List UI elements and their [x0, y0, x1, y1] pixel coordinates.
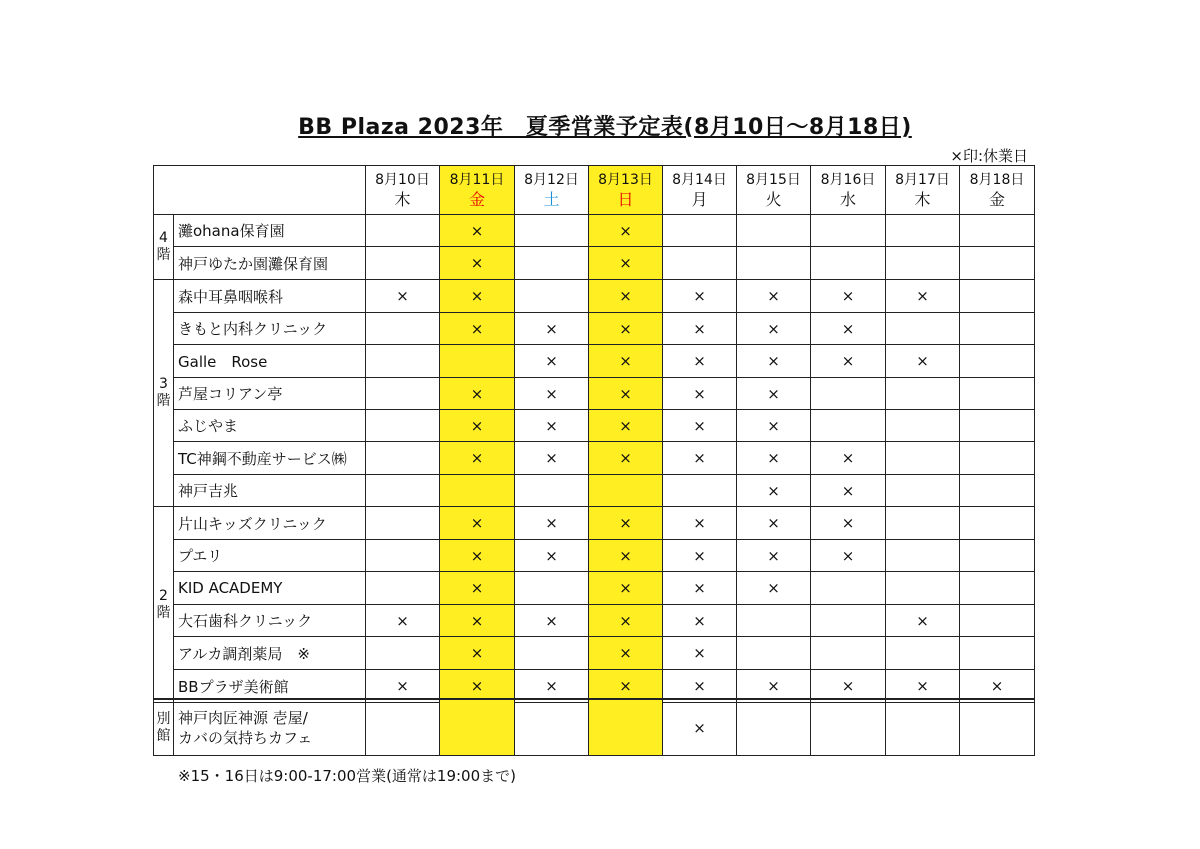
closed-mark-cell [366, 313, 440, 345]
closed-mark-cell [811, 410, 886, 442]
closed-mark-cell: × [589, 410, 663, 442]
closed-mark-cell [886, 572, 960, 605]
date-label: 8月18日 [969, 172, 1025, 188]
closed-mark-cell [366, 475, 440, 507]
closed-mark-cell: × [811, 670, 886, 703]
closed-mark-cell: × [366, 670, 440, 703]
closed-mark-cell: × [440, 670, 515, 703]
table-row [154, 378, 1035, 410]
closed-mark-cell [515, 699, 589, 756]
closed-mark-cell [366, 699, 440, 756]
weekday-label: 金 [988, 190, 1005, 209]
tenant-name: 大石歯科クリニック [174, 605, 366, 637]
floor-label-f2: 2階 [154, 507, 174, 703]
table-row [154, 475, 1035, 507]
closed-mark-cell: × [515, 345, 589, 378]
table-row [154, 313, 1035, 345]
closed-mark-cell [366, 442, 440, 475]
closed-mark-cell: × [663, 378, 737, 410]
tenant-name: ふじやま [174, 410, 366, 442]
closed-mark-cell: × [737, 670, 811, 703]
closed-mark-cell [663, 215, 737, 247]
weekday-label: 火 [765, 190, 782, 209]
closed-mark-cell [811, 572, 886, 605]
closed-mark-cell: × [663, 572, 737, 605]
closed-mark-cell: × [589, 605, 663, 637]
date-label: 8月15日 [746, 172, 801, 188]
header-blank-cell [154, 166, 366, 215]
closed-mark-cell: × [737, 475, 811, 507]
header-row [154, 166, 1035, 215]
closed-mark-cell [737, 605, 811, 637]
closed-mark-cell: × [663, 507, 737, 540]
closed-mark-cell: × [589, 313, 663, 345]
closed-mark-cell [886, 215, 960, 247]
date-label: 8月16日 [820, 172, 876, 188]
closed-mark-cell: × [515, 540, 589, 572]
date-label: 8月12日 [524, 172, 579, 188]
closed-mark-cell: × [440, 280, 515, 313]
closed-mark-cell [589, 475, 663, 507]
date-label: 8月17日 [895, 172, 950, 188]
closed-mark-cell [366, 540, 440, 572]
date-label: 8月11日 [449, 172, 505, 188]
weekday-label: 日 [617, 190, 634, 209]
tenant-name: Galle Rose [174, 345, 366, 378]
closed-mark-cell [811, 605, 886, 637]
floor-label-f4: 4階 [154, 215, 174, 280]
closed-mark-cell: × [737, 280, 811, 313]
weekday-label: 木 [914, 190, 931, 209]
closed-mark-cell [366, 345, 440, 378]
closed-mark-cell: × [589, 670, 663, 703]
tenant-name: 芦屋コリアン亭 [174, 378, 366, 410]
closed-mark-cell: × [811, 442, 886, 475]
closed-mark-cell [811, 637, 886, 670]
weekday-label: 水 [839, 190, 856, 209]
closed-mark-cell: × [440, 313, 515, 345]
table-row [154, 507, 1035, 540]
schedule-body [154, 215, 1035, 703]
annex-table [153, 698, 1035, 756]
table-row [154, 345, 1035, 378]
closed-mark-cell [960, 247, 1035, 280]
closed-mark-cell: × [515, 507, 589, 540]
tenant-name: アルカ調剤薬局 ※ [174, 637, 366, 670]
closed-mark-cell [663, 475, 737, 507]
tenant-name: 灘ohana保育園 [174, 215, 366, 247]
closed-mark-cell [886, 247, 960, 280]
closed-mark-cell: × [366, 605, 440, 637]
closed-mark-cell: × [663, 670, 737, 703]
closed-mark-cell: × [589, 572, 663, 605]
closed-mark-cell [515, 215, 589, 247]
closed-mark-cell: × [440, 410, 515, 442]
closed-mark-cell [960, 215, 1035, 247]
closed-mark-cell: × [886, 345, 960, 378]
closed-mark-cell [811, 378, 886, 410]
closed-mark-cell [960, 605, 1035, 637]
closed-mark-cell: × [663, 345, 737, 378]
floor-label-f3: 3階 [154, 280, 174, 507]
closed-mark-cell: × [663, 699, 737, 756]
closed-mark-cell [811, 247, 886, 280]
tenant-name: 神戸ゆたか園灘保育園 [174, 247, 366, 280]
closed-mark-cell: × [515, 313, 589, 345]
closed-mark-cell: × [440, 247, 515, 280]
closed-mark-cell [737, 247, 811, 280]
closed-mark-cell: × [663, 637, 737, 670]
tenant-name [174, 699, 366, 756]
closed-mark-cell [960, 475, 1035, 507]
header-day-2 [440, 166, 515, 215]
closed-mark-cell: × [737, 572, 811, 605]
closed-mark-cell: × [589, 442, 663, 475]
closed-mark-cell: × [886, 605, 960, 637]
weekday-label: 木 [394, 190, 411, 209]
closed-mark-cell [366, 378, 440, 410]
table-row [154, 637, 1035, 670]
closed-mark-cell: × [811, 313, 886, 345]
table-row [154, 410, 1035, 442]
closed-mark-cell: × [960, 670, 1035, 703]
closed-mark-cell [440, 699, 515, 756]
date-label: 8月13日 [598, 172, 653, 188]
closed-mark-cell: × [737, 345, 811, 378]
closed-mark-cell [886, 699, 960, 756]
table-row [154, 442, 1035, 475]
table-row [154, 572, 1035, 605]
closed-mark-cell [366, 215, 440, 247]
closed-mark-cell: × [811, 345, 886, 378]
date-label: 8月10日 [375, 172, 430, 188]
header-day-8 [886, 166, 960, 215]
closed-mark-cell: × [663, 442, 737, 475]
closed-mark-cell [886, 507, 960, 540]
header-day-7 [811, 166, 886, 215]
closed-mark-cell: × [811, 540, 886, 572]
closed-mark-cell: × [440, 442, 515, 475]
closed-mark-cell: × [663, 605, 737, 637]
closed-mark-cell [960, 280, 1035, 313]
tenant-name: KID ACADEMY [174, 572, 366, 605]
closed-mark-cell [960, 699, 1035, 756]
closed-mark-cell: × [663, 540, 737, 572]
closed-mark-cell: × [440, 605, 515, 637]
closed-mark-cell [515, 637, 589, 670]
closed-mark-cell [886, 442, 960, 475]
closed-mark-cell [960, 378, 1035, 410]
tenant-name: きもと内科クリニック [174, 313, 366, 345]
closed-mark-cell [589, 699, 663, 756]
closed-mark-cell [663, 247, 737, 280]
closed-mark-cell [960, 410, 1035, 442]
closed-mark-cell: × [515, 670, 589, 703]
closed-mark-cell: × [737, 313, 811, 345]
footnote: ※15・16日は9:00-17:00営業(通常は19:00まで) [178, 767, 516, 785]
weekday-label: 月 [691, 190, 708, 209]
tenant-name: 森中耳鼻咽喉科 [174, 280, 366, 313]
closed-mark-cell: × [663, 280, 737, 313]
closed-mark-cell: × [589, 247, 663, 280]
closed-mark-cell [440, 475, 515, 507]
table-row [154, 280, 1035, 313]
tenant-name: BBプラザ美術館 [174, 670, 366, 703]
closed-mark-cell: × [515, 378, 589, 410]
table-row [154, 247, 1035, 280]
closed-mark-cell: × [811, 507, 886, 540]
closed-mark-cell [440, 345, 515, 378]
header-day-9 [960, 166, 1035, 215]
tenant-name-line: カバの気持ちカフェ [178, 728, 313, 747]
tenant-name: 片山キッズクリニック [174, 507, 366, 540]
floor-label-annex: 別館 [154, 699, 174, 756]
page-title: BB Plaza 2023年 夏季営業予定表(8月10日～8月18日) [298, 115, 912, 140]
closed-mark-cell [366, 572, 440, 605]
closed-mark-cell: × [886, 670, 960, 703]
closed-mark-cell: × [515, 442, 589, 475]
tenant-name: TC神鋼不動産サービス㈱ [174, 442, 366, 475]
closed-mark-cell [366, 247, 440, 280]
closed-mark-cell [811, 215, 886, 247]
closed-mark-cell: × [589, 345, 663, 378]
closed-mark-cell [886, 637, 960, 670]
header-day-6 [737, 166, 811, 215]
closed-mark-cell: × [737, 540, 811, 572]
closed-mark-cell: × [663, 313, 737, 345]
closed-mark-cell: × [737, 442, 811, 475]
table-row [154, 215, 1035, 247]
closed-mark-cell: × [589, 280, 663, 313]
closed-mark-cell [515, 475, 589, 507]
header-day-4 [589, 166, 663, 215]
table-row [154, 699, 1035, 756]
table-row [154, 540, 1035, 572]
closed-mark-cell: × [589, 215, 663, 247]
closed-mark-cell [886, 410, 960, 442]
closed-mark-cell: × [440, 540, 515, 572]
closed-mark-cell: × [515, 605, 589, 637]
closed-mark-cell [366, 410, 440, 442]
closed-mark-cell [886, 540, 960, 572]
closed-mark-cell: × [440, 572, 515, 605]
closed-mark-cell: × [515, 410, 589, 442]
closed-mark-cell: × [366, 280, 440, 313]
closed-mark-cell [811, 699, 886, 756]
closed-mark-cell: × [589, 378, 663, 410]
closed-mark-cell [366, 637, 440, 670]
closed-mark-cell [886, 475, 960, 507]
header-day-5 [663, 166, 737, 215]
weekday-label: 金 [468, 190, 485, 209]
closed-mark-cell: × [440, 507, 515, 540]
header-day-3 [515, 166, 589, 215]
tenant-name-line: 神戸肉匠神源 壱屋/ [178, 708, 308, 727]
closed-mark-cell [515, 280, 589, 313]
closed-mark-cell: × [737, 507, 811, 540]
closed-mark-cell [737, 637, 811, 670]
closed-mark-cell [737, 699, 811, 756]
tenant-name: プエリ [174, 540, 366, 572]
closed-mark-cell [886, 378, 960, 410]
closed-mark-cell [960, 313, 1035, 345]
closed-mark-cell [960, 507, 1035, 540]
closed-mark-cell: × [440, 637, 515, 670]
closed-mark-cell: × [440, 378, 515, 410]
closed-mark-cell [515, 572, 589, 605]
closed-mark-cell [960, 572, 1035, 605]
closed-mark-cell [960, 345, 1035, 378]
closed-mark-cell: × [737, 378, 811, 410]
closed-mark-cell: × [589, 540, 663, 572]
closed-mark-cell: × [440, 215, 515, 247]
schedule-table [153, 165, 1035, 703]
closed-mark-cell: × [589, 637, 663, 670]
closed-mark-cell: × [589, 507, 663, 540]
date-label: 8月14日 [672, 172, 727, 188]
closed-mark-cell [960, 540, 1035, 572]
header-day-1 [366, 166, 440, 215]
closed-mark-cell [886, 313, 960, 345]
closed-mark-cell: × [663, 410, 737, 442]
legend-note: ×印:休業日 [950, 147, 1028, 165]
closed-mark-cell [960, 637, 1035, 670]
table-row [154, 605, 1035, 637]
closed-mark-cell [515, 247, 589, 280]
closed-mark-cell [366, 507, 440, 540]
closed-mark-cell [960, 442, 1035, 475]
closed-mark-cell [737, 215, 811, 247]
closed-mark-cell: × [811, 475, 886, 507]
tenant-name: 神戸吉兆 [174, 475, 366, 507]
weekday-label: 土 [543, 190, 560, 209]
closed-mark-cell: × [886, 280, 960, 313]
closed-mark-cell: × [811, 280, 886, 313]
closed-mark-cell: × [737, 410, 811, 442]
